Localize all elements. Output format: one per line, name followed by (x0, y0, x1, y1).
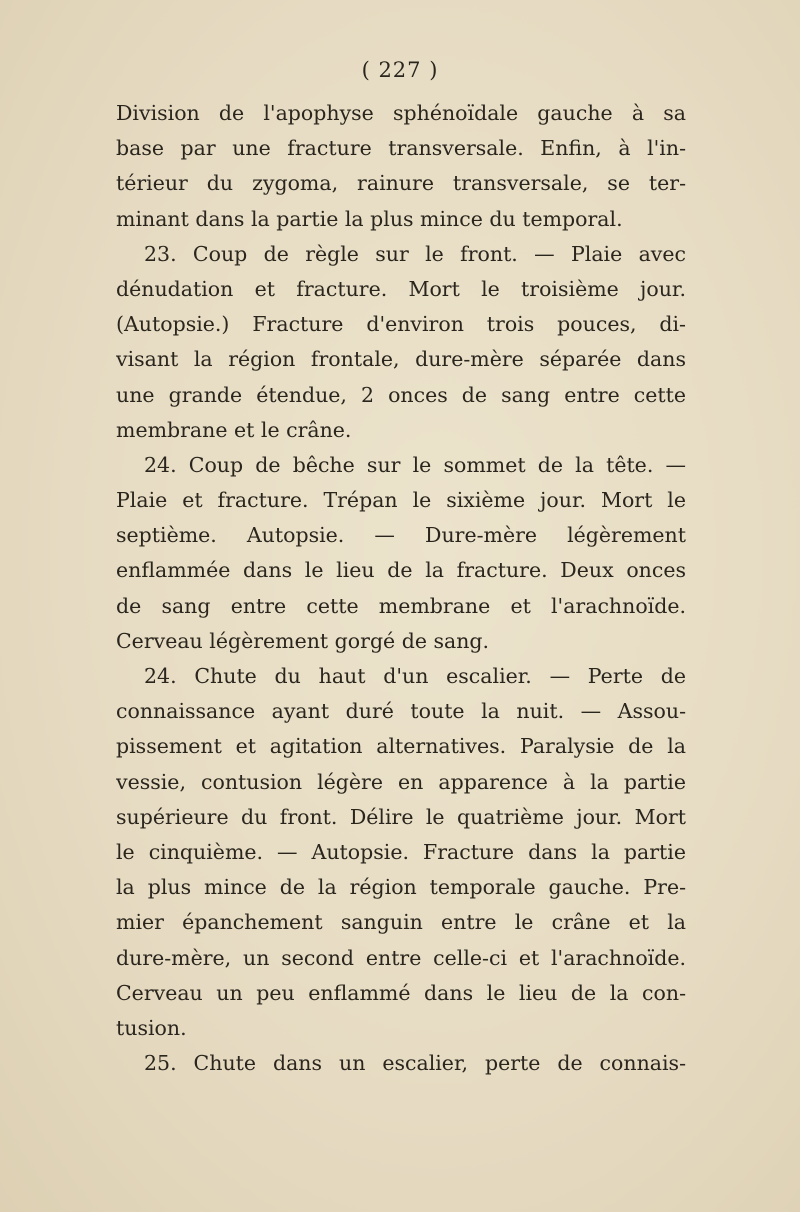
page-number: ( 227 ) (361, 58, 439, 82)
text-line: visant la région frontale, dure-mère séparée dans (116, 347, 686, 372)
text-line: (Autopsie.) Fracture d'environ trois pouces, di- (116, 312, 686, 337)
text-line: septième. Autopsie. — Dure-mère légèrement (116, 523, 686, 548)
text-line: Cerveau légèrement gorgé de sang. (116, 628, 490, 653)
text-line: base par une fracture transversale. Enfin, à l'in- (116, 136, 686, 161)
text-line: Cerveau un peu enflammé dans le lieu de la con- (116, 980, 686, 1005)
text-line: Division de l'apophyse sphénoïdale gauche à sa (116, 101, 686, 125)
text-line: Plaie et fracture. Trépan le sixième jour. Mort le (116, 488, 686, 513)
text-line: dure-mère, un second entre celle-ci et l'arachnoïde. (116, 945, 686, 970)
body-text (116, 96, 686, 1081)
text-line: minant dans la partie la plus mince du temporal. (116, 206, 623, 231)
text-line: pissement et agitation alternatives. Paralysie de la (116, 734, 686, 759)
text-line: 25. Chute dans un escalier, perte de connais- (144, 1051, 686, 1076)
text-line: 24. Coup de bêche sur le sommet de la tête. — (144, 452, 686, 477)
text-line: la plus mince de la région temporale gauche. Pre- (116, 875, 686, 900)
text-line: vessie, contusion légère en apparence à la partie (116, 769, 686, 794)
text-line: 23. Coup de règle sur le front. — Plaie avec (144, 241, 686, 266)
text-line: enflammée dans le lieu de la fracture. Deux onces (116, 558, 686, 583)
text-line: connaissance ayant duré toute la nuit. — Assou- (116, 699, 686, 724)
text-line: tusion. (116, 1015, 187, 1040)
text-line: mier épanchement sanguin entre le crâne et la (116, 910, 686, 935)
text-line: une grande étendue, 2 onces de sang entre cette (116, 382, 686, 407)
text-line: 24. Chute du haut d'un escalier. — Perte de (144, 664, 686, 688)
text-line: de sang entre cette membrane et l'arachnoïde. (116, 593, 686, 618)
text-line: le cinquième. — Autopsie. Fracture dans la partie (116, 839, 686, 864)
text-line: membrane et le crâne. (116, 417, 352, 442)
text-line: térieur du zygoma, rainure transversale, se ter- (116, 171, 686, 196)
text-line: dénudation et fracture. Mort le troisième jour. (116, 276, 686, 301)
text-line: supérieure du front. Délire le quatrième jour. Mort (116, 804, 686, 829)
